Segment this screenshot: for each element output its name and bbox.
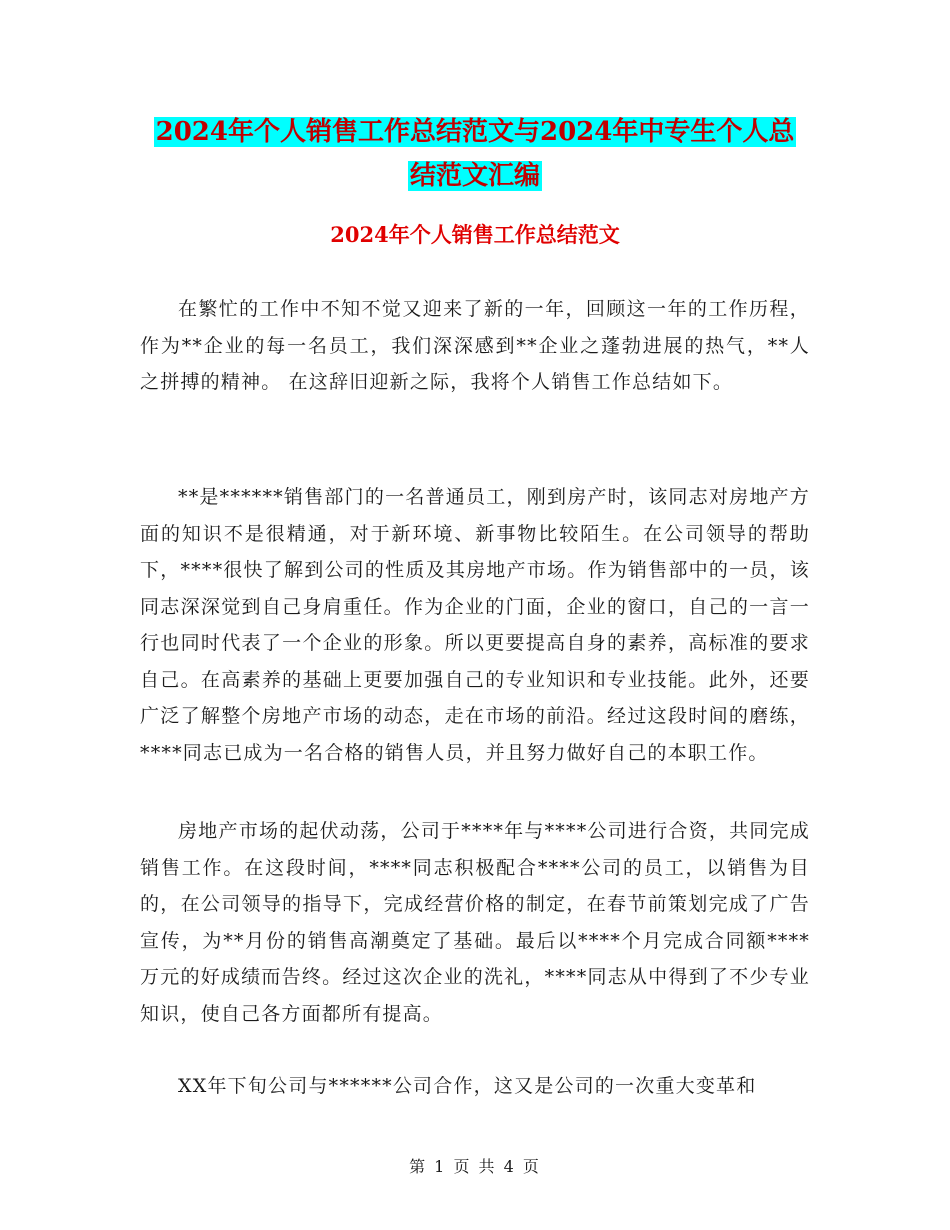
paragraph-background: **是******销售部门的一名普通员工，刚到房产时，该同志对房地产方面的知识不是很精通，对于新环境、新事物比较陌生。在公司领导的帮助下，****很快了解到公司的性质及其房地产市场。作为销售部中的一员，该同志深深觉到自己身肩重任。作为企业的门面，企业的窗口，自己的一言一行也同时代表了一个企业的形象。所以更要提高自身的素养，高标准的要求自己。在高素养的基础上更要加强自己的专业知识和专业技能。此外，还要广泛了解整个房地产市场的动态，走在市场的前沿。经过这段时间的磨练，****同志已成为一名合格的销售人员，并且努力做好自己的本职工作。 [140, 486, 810, 764]
paragraph-cooperation: XX年下旬公司与******公司合作，这又是公司的一次重大变革和 [178, 1075, 757, 1097]
document-title-line-2: 结范文汇编 [409, 161, 540, 191]
page-footer: 第 1 页 共 4 页 [409, 1157, 541, 1176]
paragraph-intro: 在繁忙的工作中不知不觉又迎来了新的一年，回顾这一年的工作历程，作为**企业的每一名员工，我们深深感到**企业之蓬勃进展的热气，**人之拼搏的精神。 在这辞旧迎新之际，我将个人销售工作总结如下。 [140, 298, 810, 393]
section-title: 2024年个人销售工作总结范文 [330, 222, 620, 247]
document-title [140, 110, 810, 198]
paragraph-joint-venture: 房地产市场的起伏动荡，公司于****年与****公司进行合资，共同完成销售工作。在这段时间，****同志积极配合****公司的员工，以销售为目的，在公司领导的指导下，完成经营价格的制定，在春节前策划完成了广告宣传，为**月份的销售高潮奠定了基础。最后以****个月完成合同额****万元的好成绩而告终。经过这次企业的洗礼，****同志从中得到了不少专业知识，使自己各方面都所有提高。 [140, 820, 810, 1025]
document-title-line-1: 2024年个人销售工作总结范文与2024年中专生个人总 [155, 117, 795, 147]
